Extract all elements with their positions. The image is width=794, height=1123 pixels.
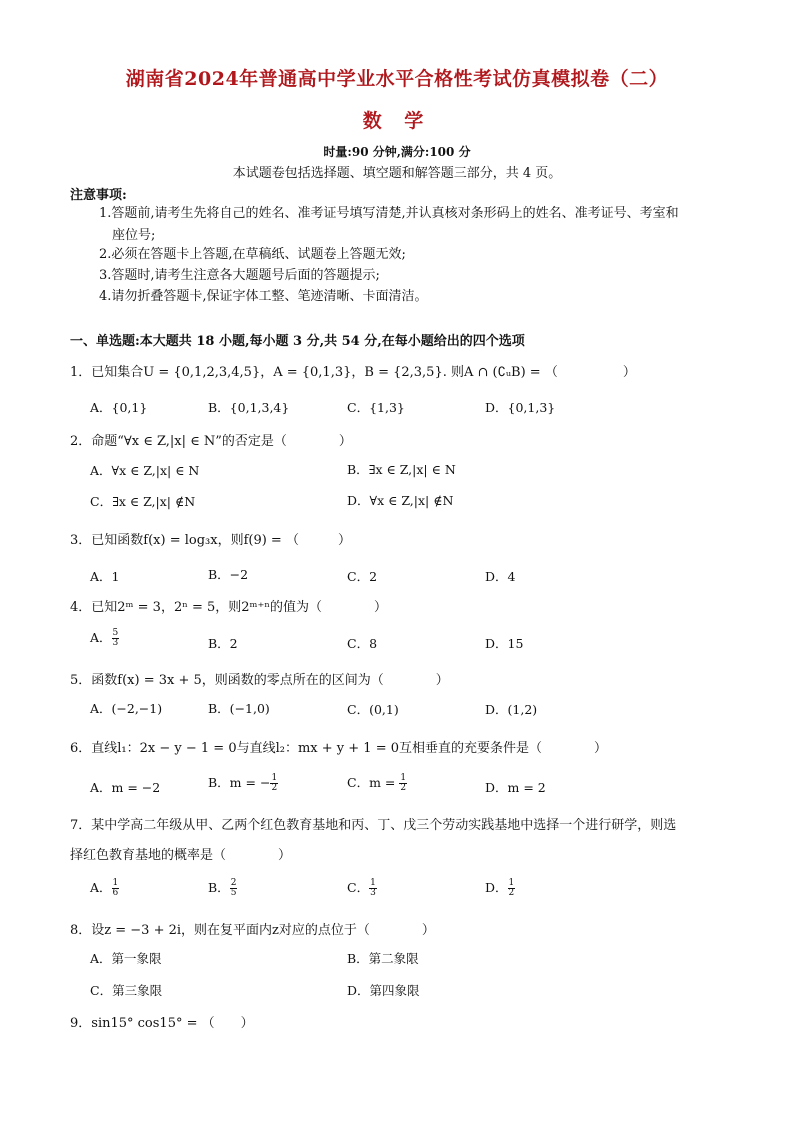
notice-heading: 注意事项:: [70, 188, 127, 203]
option-prefix: C．: [347, 880, 370, 895]
notice-item-1-cont: 座位号;: [112, 228, 156, 243]
question-8-stem: 8．设z = −3 + 2i，则在复平面内z对应的点位于（ ）: [70, 923, 435, 938]
fraction-numerator: 1: [400, 773, 407, 783]
question-2-option-d: D．∀x ∈ Z,|x| ∉N: [347, 493, 454, 508]
section-heading: 一、单选题:本大题共 18 小题,每小题 3 分,共 54 分,在每小题给出的四个选项: [70, 334, 525, 349]
question-8-option-c: C．第三象限: [90, 983, 163, 998]
question-6-option-a: A．m = −2: [90, 780, 161, 795]
question-6-stem: 6．直线l₁：2x − y − 1 = 0与直线l₂：mx + y + 1 = 0互相垂直的充要条件是（ ）: [70, 741, 607, 756]
fraction-numerator: 1: [271, 773, 278, 783]
question-4-option-a: [90, 628, 119, 648]
subject-title: 数 学: [362, 110, 432, 132]
notice-item-1: 1.答题前,请考生先将自己的姓名、准考证号填写清楚,并认真核对条形码上的姓名、准考证号、考室和: [99, 206, 679, 221]
question-2-option-c: C．∃x ∈ Z,|x| ∉N: [90, 494, 196, 509]
fraction-numerator: 2: [230, 878, 237, 888]
fraction: [112, 879, 120, 898]
fraction: [270, 774, 278, 793]
fraction: [399, 774, 407, 793]
question-3-stem: 3．已知函数f(x) = log₃x，则f(9) = （ ）: [70, 533, 351, 548]
question-5-option-d: D．(1,2): [485, 702, 538, 717]
fraction-denominator: 2: [271, 783, 278, 793]
question-3-option-a: A．1: [90, 569, 120, 584]
fraction-denominator: 6: [112, 888, 119, 898]
question-7-option-b: [208, 878, 237, 898]
question-6-option-d: D．m = 2: [485, 780, 546, 795]
question-7-option-a: [90, 878, 119, 898]
question-7-option-c: [347, 878, 377, 898]
fraction-numerator: 1: [370, 878, 376, 888]
question-1-option-b: B．{0,1,3,4}: [208, 400, 290, 415]
question-2-option-a: A．∀x ∈ Z,|x| ∈ N: [90, 463, 200, 478]
fraction: [369, 879, 377, 898]
notice-item-2: 2.必须在答题卡上答题,在草稿纸、试题卷上答题无效;: [99, 247, 406, 262]
fraction-denominator: 3: [112, 638, 119, 648]
time-score-line: 时量:90 分钟,满分:100 分: [323, 145, 471, 159]
question-6-option-c: [347, 773, 407, 793]
question-1-option-d: D．{0,1,3}: [485, 400, 556, 415]
question-7-option-d: [485, 878, 515, 898]
question-5-option-c: C．(0,1): [347, 702, 399, 717]
question-5-stem: 5．函数f(x) = 3x + 5，则函数的零点所在的区间为（ ）: [70, 673, 449, 688]
fraction: [112, 629, 120, 648]
fraction-numerator: 5: [112, 628, 119, 638]
question-3-option-c: C．2: [347, 569, 378, 584]
fraction-numerator: 1: [508, 878, 515, 888]
fraction-denominator: 2: [508, 888, 515, 898]
fraction: [230, 879, 238, 898]
exam-title: 湖南省2024年普通高中学业水平合格性考试仿真模拟卷（二）: [125, 68, 669, 90]
notice-item-3: 3.答题时,请考生注意各大题题号后面的答题提示;: [99, 268, 380, 283]
question-7-stem: 7．某中学高二年级从甲、乙两个红色教育基地和丙、丁、戊三个劳动实践基地中选择一个进行研学，则选: [70, 818, 677, 833]
question-6-option-b: [208, 773, 278, 793]
question-2-stem: 2．命题“∀x ∈ Z,|x| ∈ N”的否定是（ ）: [70, 434, 352, 449]
question-4-option-d: D．15: [485, 636, 524, 651]
option-prefix: B．: [208, 880, 230, 895]
fraction-denominator: 5: [230, 888, 237, 898]
question-2-option-b: B．∃x ∈ Z,|x| ∈ N: [347, 462, 456, 477]
question-8-option-a: A．第一象限: [90, 951, 162, 966]
question-8-option-d: D．第四象限: [347, 983, 420, 998]
question-4-stem: 4．已知2ᵐ = 3，2ⁿ = 5，则2ᵐ⁺ⁿ的值为（ ）: [70, 600, 387, 615]
question-9-stem: 9．sin15° cos15° = （ ）: [70, 1016, 254, 1031]
notice-item-4: 4.请勿折叠答题卡,保证字体工整、笔迹清晰、卡面清洁。: [99, 289, 428, 304]
option-prefix: C．m =: [347, 775, 400, 790]
fraction-numerator: 1: [112, 878, 119, 888]
question-1-option-c: C．{1,3}: [347, 400, 405, 415]
question-8-option-b: B．第二象限: [347, 951, 419, 966]
fraction-denominator: 2: [400, 783, 407, 793]
option-prefix: D．: [485, 880, 508, 895]
question-3-option-d: D．4: [485, 569, 516, 584]
question-4-option-b: B．2: [208, 636, 238, 651]
question-4-option-c: C．8: [347, 636, 378, 651]
question-7-stem-cont: 择红色教育基地的概率是（ ）: [70, 848, 292, 863]
question-5-option-b: B．(−1,0): [208, 701, 270, 716]
question-1-option-a: A．{0,1}: [90, 400, 148, 415]
question-1-stem: 1．已知集合U = {0,1,2,3,4,5}，A = {0,1,3}，B = {2,3,5}. 则A ∩ (∁ᵤB) = （ ）: [70, 365, 636, 380]
option-prefix: A．: [90, 630, 112, 645]
description-line: 本试题卷包括选择题、填空题和解答题三部分，共 4 页。: [232, 166, 562, 181]
question-5-option-a: A．(−2,−1): [90, 701, 163, 716]
fraction: [508, 879, 516, 898]
option-prefix: A．: [90, 880, 112, 895]
fraction-denominator: 3: [370, 888, 376, 898]
option-prefix: B．m = −: [208, 775, 271, 790]
question-3-option-b: B．−2: [208, 567, 249, 582]
